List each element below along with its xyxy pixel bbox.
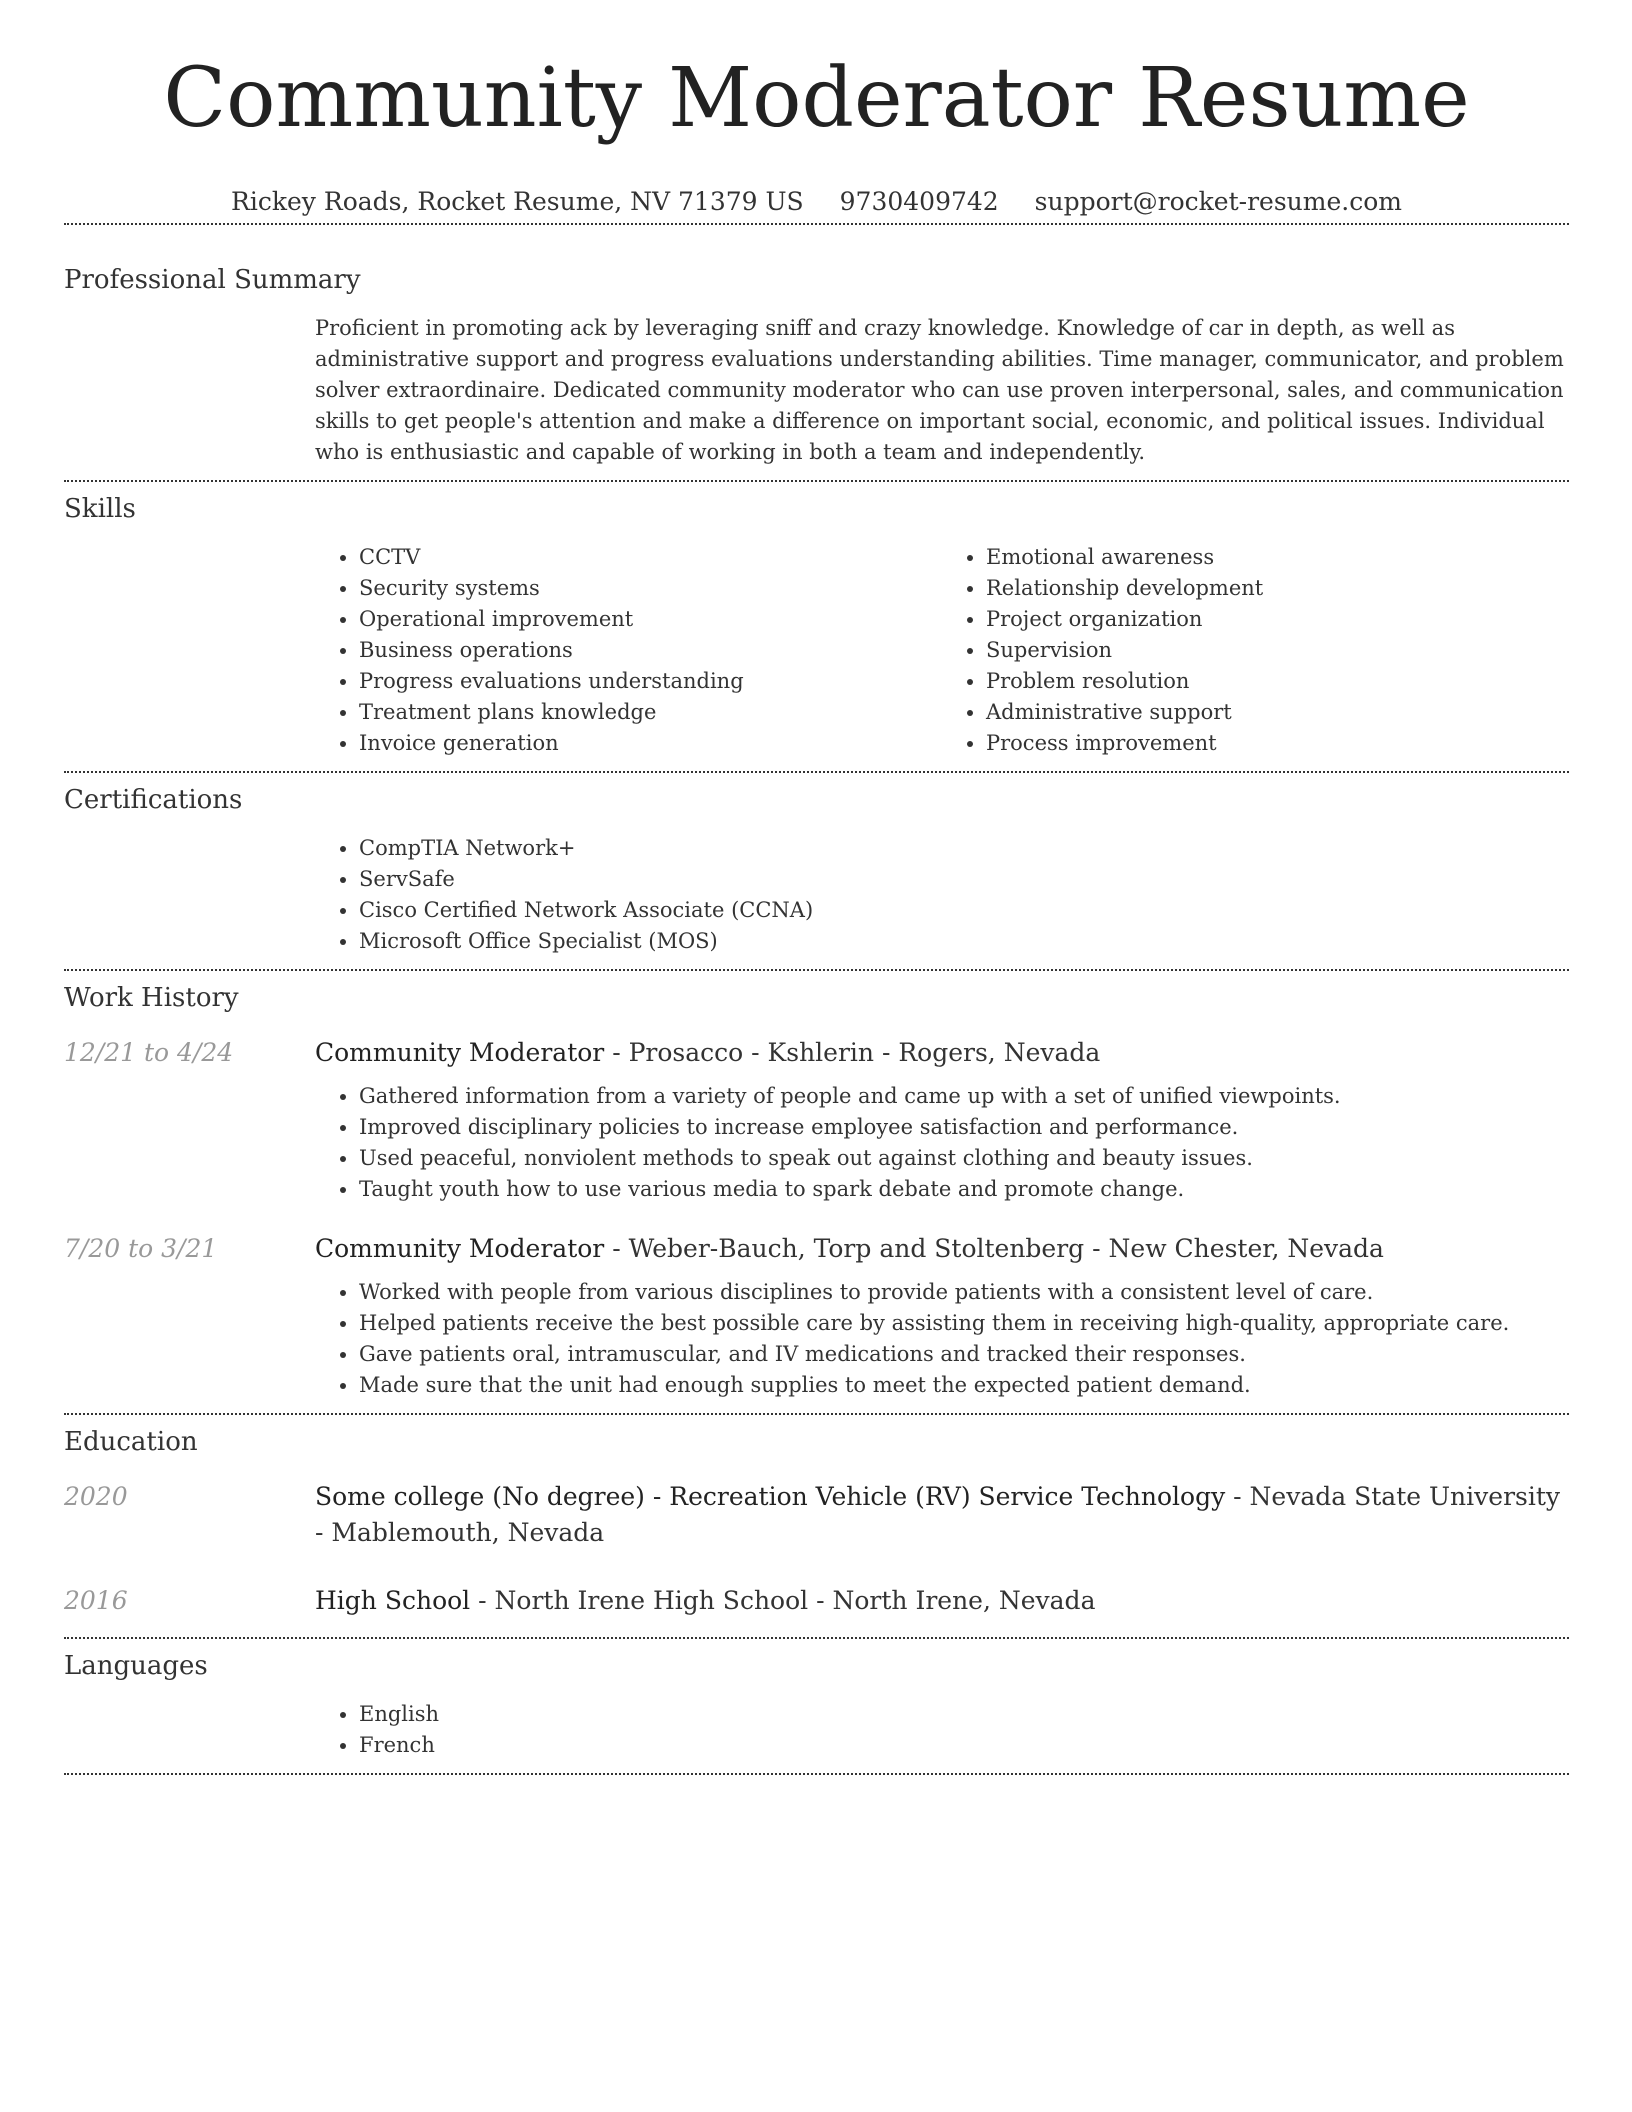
skill-item: • Administrative support xyxy=(986,697,1569,728)
education-title-line xyxy=(315,1479,1569,1551)
section-heading-certifications: Certifications xyxy=(64,785,243,815)
job-entry xyxy=(64,1035,1569,1205)
certifications-list xyxy=(315,833,1569,957)
education-year: 2016 xyxy=(64,1586,128,1615)
skills-list-left xyxy=(315,542,942,759)
job-title: Community Moderator xyxy=(315,1038,605,1067)
job-entry xyxy=(64,1231,1569,1401)
summary-text: Proficient in promoting ack by leveraging sniff and crazy knowledge. Knowledge of car in depth, as well as administrative support and progress evaluations understanding abilities. Time manager, communicator, and problem solver extraordinaire. Dedicated community moderator who can use proven interpersonal, sales, and communication skills to get people's attention and make a difference on important social, economic, and political issues. Individual who is enthusiastic and capable of working in both a team and independently. xyxy=(315,316,1564,464)
job-body xyxy=(315,1035,1569,1205)
certification-item: • ServSafe xyxy=(359,864,1569,895)
job-bullet: • Worked with people from various disciplines to provide patients with a consistent level of care. xyxy=(359,1277,1569,1308)
education-school: - North Irene High School - North Irene, Nevada xyxy=(470,1586,1096,1615)
education-entry xyxy=(64,1479,1569,1551)
summary-section xyxy=(315,313,1569,468)
divider xyxy=(64,1637,1569,1639)
job-bullets xyxy=(315,1277,1569,1401)
skill-item: • Supervision xyxy=(986,635,1569,666)
divider xyxy=(64,1413,1569,1415)
job-bullet: • Helped patients receive the best possible care by assisting them in receiving high-quality, appropriate care. xyxy=(359,1308,1569,1339)
section-heading-skills: Skills xyxy=(64,494,136,524)
skill-item: • Emotional awareness xyxy=(986,542,1569,573)
skill-item: • Operational improvement xyxy=(359,604,942,635)
education-degree: Some college (No degree) - Recreation Vehicle (RV) Service Technology xyxy=(315,1482,1226,1511)
certification-item: • Cisco Certified Network Associate (CCNA) xyxy=(359,895,1569,926)
languages-list xyxy=(315,1699,1569,1761)
divider xyxy=(64,223,1569,225)
skill-item: • Business operations xyxy=(359,635,942,666)
education-title-line xyxy=(315,1583,1569,1619)
education-entry xyxy=(64,1583,1569,1619)
education-school: - Nevada State University - Mablemouth, Nevada xyxy=(315,1482,1561,1547)
resume-page xyxy=(64,0,1569,1775)
divider xyxy=(64,1773,1569,1775)
skill-item: • Project organization xyxy=(986,604,1569,635)
education-body xyxy=(315,1583,1569,1619)
section-heading-summary: Professional Summary xyxy=(64,265,361,295)
skill-item: • Problem resolution xyxy=(986,666,1569,697)
divider xyxy=(64,771,1569,773)
address: Rickey Roads, Rocket Resume, NV 71379 US xyxy=(231,187,804,216)
education-body xyxy=(315,1479,1569,1551)
job-bullets xyxy=(315,1081,1569,1205)
skill-item: • CCTV xyxy=(359,542,942,573)
job-dates: 7/20 to 3/21 xyxy=(64,1234,218,1263)
skill-item: • Invoice generation xyxy=(359,728,942,759)
section-heading-work-history: Work History xyxy=(64,983,239,1013)
job-title-line xyxy=(315,1231,1569,1267)
section-heading-education: Education xyxy=(64,1427,198,1457)
skill-item: • Security systems xyxy=(359,573,942,604)
skills-section xyxy=(315,542,1569,759)
language-item: • English xyxy=(359,1699,1569,1730)
certifications-section xyxy=(315,833,1569,957)
skill-item: • Progress evaluations understanding xyxy=(359,666,942,697)
job-bullet: • Improved disciplinary policies to increase employee satisfaction and performance. xyxy=(359,1112,1569,1143)
language-item: • French xyxy=(359,1730,1569,1761)
education-year: 2020 xyxy=(64,1482,128,1511)
certification-item: • Microsoft Office Specialist (MOS) xyxy=(359,926,1569,957)
divider xyxy=(64,480,1569,482)
skills-list-right xyxy=(942,542,1569,759)
skill-item: • Process improvement xyxy=(986,728,1569,759)
email: support@rocket-resume.com xyxy=(1034,187,1402,216)
job-bullet: • Gathered information from a variety of people and came up with a set of unified viewpoints. xyxy=(359,1081,1569,1112)
job-bullet: • Made sure that the unit had enough supplies to meet the expected patient demand. xyxy=(359,1370,1569,1401)
skill-item: • Treatment plans knowledge xyxy=(359,697,942,728)
job-bullet: • Gave patients oral, intramuscular, and IV medications and tracked their responses. xyxy=(359,1339,1569,1370)
job-dates: 12/21 to 4/24 xyxy=(64,1038,234,1067)
education-degree: High School xyxy=(315,1586,471,1615)
job-company: - Weber-Bauch, Torp and Stoltenberg - New Chester, Nevada xyxy=(604,1234,1384,1263)
skill-item: • Relationship development xyxy=(986,573,1569,604)
divider xyxy=(64,969,1569,971)
languages-section xyxy=(315,1699,1569,1761)
job-bullet: • Used peaceful, nonviolent methods to speak out against clothing and beauty issues. xyxy=(359,1143,1569,1174)
certification-item: • CompTIA Network+ xyxy=(359,833,1569,864)
contact-info xyxy=(64,187,1569,223)
phone: 9730409742 xyxy=(839,187,999,216)
job-bullet: • Taught youth how to use various media to spark debate and promote change. xyxy=(359,1174,1569,1205)
job-body xyxy=(315,1231,1569,1401)
job-title-line xyxy=(315,1035,1569,1071)
resume-title: Community Moderator Resume xyxy=(163,51,1470,146)
job-title: Community Moderator xyxy=(315,1234,605,1263)
section-heading-languages: Languages xyxy=(64,1651,208,1681)
job-company: - Prosacco - Kshlerin - Rogers, Nevada xyxy=(604,1038,1101,1067)
